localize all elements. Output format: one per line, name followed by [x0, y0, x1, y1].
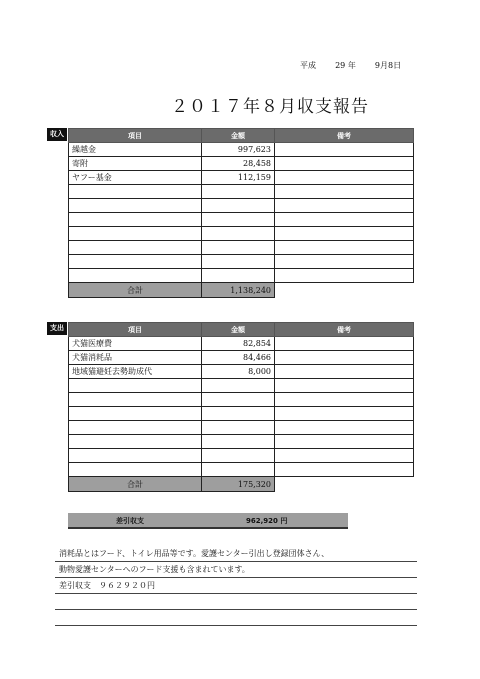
note-line: 差引収支 ９６２９２０円 [55, 578, 417, 594]
note-line [55, 594, 417, 610]
income-total-value: 1,138,240 [202, 283, 275, 298]
expense-cell-remarks [275, 351, 414, 365]
expense-cell-remarks [275, 365, 414, 379]
income-cell-item [69, 255, 202, 269]
income-header-amount: 金額 [202, 129, 275, 143]
expense-total-value: 175,320 [202, 477, 275, 492]
expense-row [69, 435, 414, 449]
income-row [69, 143, 414, 157]
expense-total-remarks [275, 477, 414, 492]
expense-cell-remarks [275, 449, 414, 463]
report-title: ２０１７年８月収支報告 [171, 97, 369, 117]
expense-header-row [69, 323, 414, 337]
income-cell-item [69, 227, 202, 241]
income-row [69, 199, 414, 213]
income-cell-item [69, 213, 202, 227]
income-total-label: 合計 [69, 283, 202, 298]
income-cell-remarks [275, 143, 414, 157]
income-cell-amount [202, 255, 275, 269]
expense-cell-item [69, 421, 202, 435]
expense-cell-item [69, 407, 202, 421]
income-cell-amount [202, 185, 275, 199]
income-table [68, 128, 414, 298]
income-cell-remarks [275, 227, 414, 241]
income-cell-item: 寄附 [69, 157, 202, 171]
expense-cell-remarks [275, 337, 414, 351]
income-row [69, 269, 414, 283]
expense-cell-amount: 8,000 [202, 365, 275, 379]
income-row [69, 213, 414, 227]
income-cell-item: ヤフー基金 [69, 171, 202, 185]
income-cell-amount [202, 199, 275, 213]
balance-value: 962,920 円 [246, 517, 288, 525]
income-cell-amount [202, 241, 275, 255]
date-month-day: 9月8日 [374, 61, 402, 70]
expense-header-item: 項目 [69, 323, 202, 337]
expense-row [69, 407, 414, 421]
note-line: 消耗品とはフード、トイレ用品等です。愛護センター引出し登録団体さん、 [55, 546, 417, 562]
expense-cell-item [69, 463, 202, 477]
expense-row [69, 463, 414, 477]
expense-cell-remarks [275, 435, 414, 449]
expense-cell-amount [202, 449, 275, 463]
income-total-row [69, 283, 414, 298]
income-cell-amount [202, 213, 275, 227]
expense-cell-item: 地域猫避妊去勢助成代 [69, 365, 202, 379]
income-header-remarks: 備考 [275, 129, 414, 143]
income-cell-amount: 28,458 [202, 157, 275, 171]
expense-cell-amount [202, 435, 275, 449]
income-total-remarks [275, 283, 414, 298]
expense-cell-remarks [275, 379, 414, 393]
expense-cell-amount [202, 379, 275, 393]
expense-row [69, 449, 414, 463]
date-era: 平成 [300, 61, 316, 70]
income-cell-remarks [275, 157, 414, 171]
expense-cell-remarks [275, 463, 414, 477]
income-cell-remarks [275, 241, 414, 255]
expense-cell-amount [202, 407, 275, 421]
income-row [69, 157, 414, 171]
income-row [69, 171, 414, 185]
expense-cell-remarks [275, 421, 414, 435]
balance-label: 差引収支 [116, 517, 144, 525]
income-cell-amount: 112,159 [202, 171, 275, 185]
expense-cell-remarks [275, 393, 414, 407]
income-cell-remarks [275, 255, 414, 269]
income-header-item: 項目 [69, 129, 202, 143]
income-cell-item [69, 199, 202, 213]
income-row [69, 255, 414, 269]
income-header-row [69, 129, 414, 143]
expense-cell-amount [202, 463, 275, 477]
expense-total-label: 合計 [69, 477, 202, 492]
note-line [55, 610, 417, 626]
expense-tag: 支出 [47, 322, 67, 335]
income-cell-amount [202, 269, 275, 283]
expense-row [69, 379, 414, 393]
income-row [69, 227, 414, 241]
income-cell-item [69, 269, 202, 283]
expense-header-remarks: 備考 [275, 323, 414, 337]
expense-cell-amount [202, 421, 275, 435]
expense-cell-item [69, 449, 202, 463]
income-cell-remarks [275, 269, 414, 283]
expense-total-row [69, 477, 414, 492]
expense-cell-amount: 82,854 [202, 337, 275, 351]
note-line: 動物愛護センターへのフード支援も含まれています。 [55, 562, 417, 578]
expense-cell-item [69, 435, 202, 449]
balance-bar [68, 513, 348, 529]
expense-row [69, 421, 414, 435]
expense-cell-item [69, 379, 202, 393]
expense-table [68, 322, 414, 492]
income-tag: 収入 [47, 128, 67, 141]
income-cell-item: 繰越金 [69, 143, 202, 157]
expense-header-amount: 金額 [202, 323, 275, 337]
income-cell-amount: 997,623 [202, 143, 275, 157]
income-cell-remarks [275, 199, 414, 213]
income-cell-remarks [275, 213, 414, 227]
income-row [69, 185, 414, 199]
notes-area [55, 546, 417, 626]
expense-cell-item: 犬猫医療費 [69, 337, 202, 351]
expense-row [69, 393, 414, 407]
income-cell-amount [202, 227, 275, 241]
report-date [300, 60, 401, 71]
expense-cell-remarks [275, 407, 414, 421]
expense-cell-item [69, 393, 202, 407]
expense-row [69, 365, 414, 379]
expense-row [69, 337, 414, 351]
date-year: 29 年 [335, 61, 356, 70]
income-row [69, 241, 414, 255]
expense-row [69, 351, 414, 365]
income-cell-item [69, 241, 202, 255]
income-cell-remarks [275, 185, 414, 199]
expense-cell-item: 犬猫消耗品 [69, 351, 202, 365]
expense-cell-amount: 84,466 [202, 351, 275, 365]
expense-cell-amount [202, 393, 275, 407]
income-cell-remarks [275, 171, 414, 185]
income-cell-item [69, 185, 202, 199]
